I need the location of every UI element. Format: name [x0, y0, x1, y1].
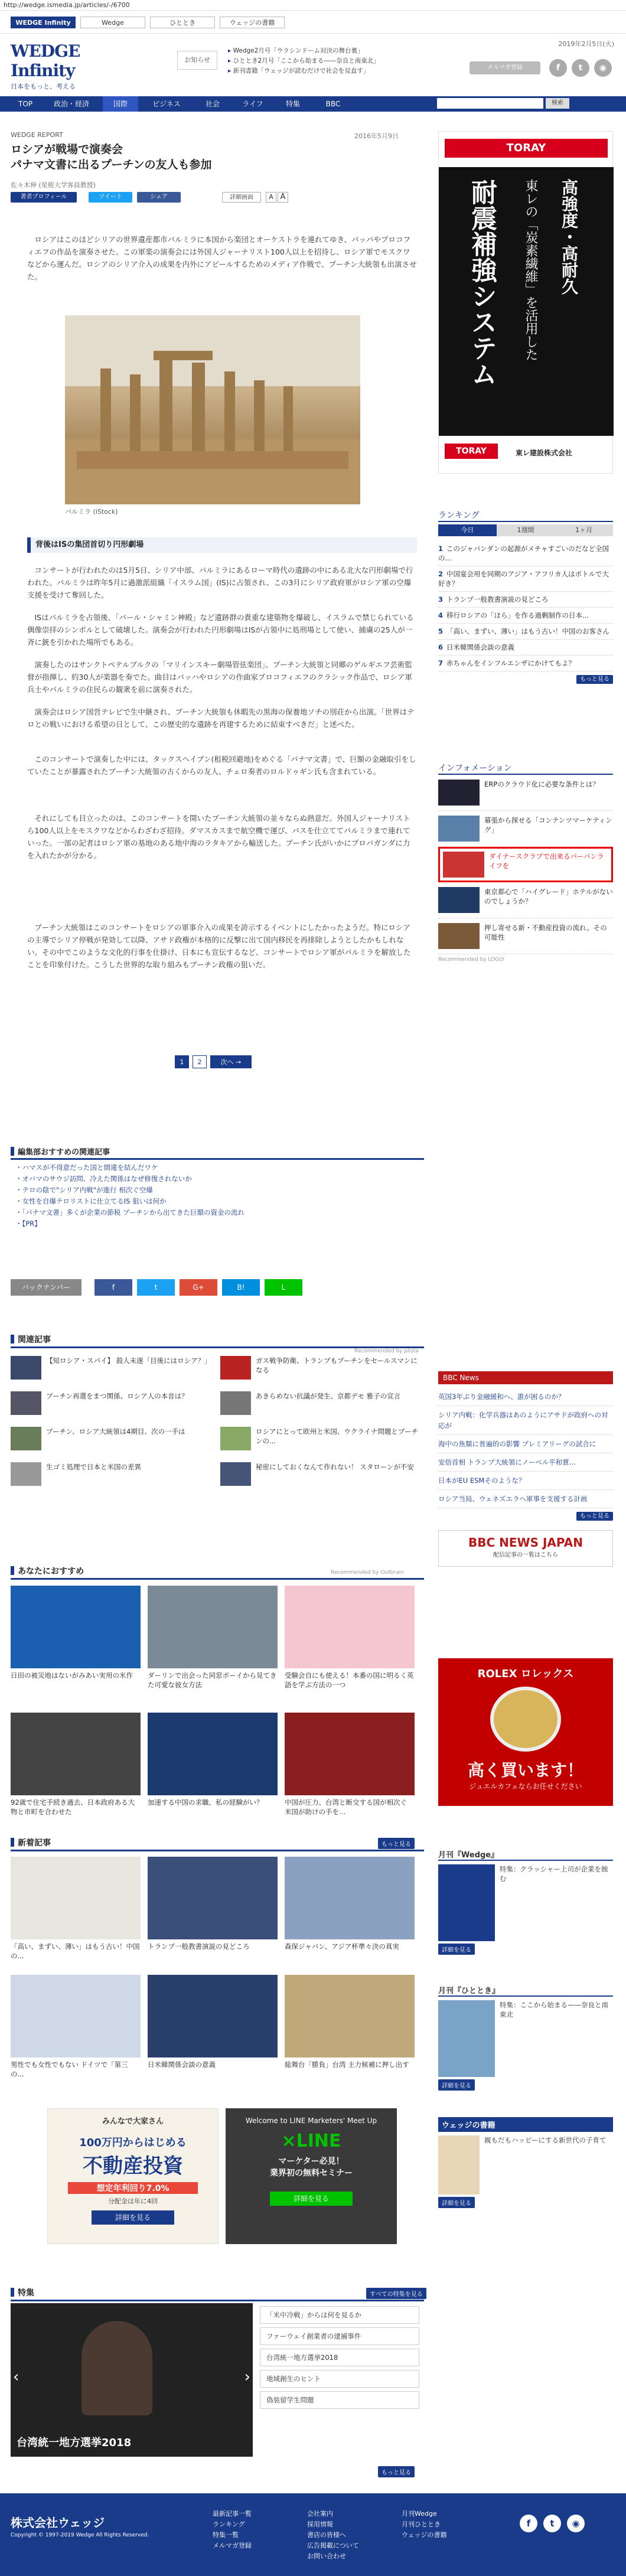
- ranking-item[interactable]: [438, 624, 613, 640]
- related-item[interactable]: [11, 1356, 211, 1380]
- nav-life[interactable]: ライフ: [242, 100, 263, 108]
- share-google-button[interactable]: G+: [180, 1279, 217, 1296]
- new-article-card[interactable]: [285, 1857, 415, 1951]
- ranking-title: ランキング: [438, 509, 613, 522]
- share-hatena-button[interactable]: B!: [222, 1279, 260, 1296]
- tweet-button[interactable]: ツイート: [89, 192, 132, 203]
- special-item[interactable]: 偽装留学生問題: [260, 2391, 419, 2409]
- nav-politics-economy[interactable]: 政治・経済: [53, 100, 89, 108]
- ad1-main: 100万円からはじめる: [79, 2137, 187, 2149]
- new-article-thumb: [11, 1975, 141, 2057]
- related-thumb: [220, 1356, 251, 1380]
- ad1-button[interactable]: 詳細を見る: [92, 2210, 174, 2225]
- ranking-number: 2: [438, 570, 444, 578]
- rolex-sub: ジュエルカフェならお任せください: [469, 1782, 582, 1791]
- ranking-number: 5: [438, 627, 444, 635]
- search-input[interactable]: [437, 98, 543, 109]
- article-title-line2: パナマ文書に出るプーチンの友人も参加: [11, 158, 212, 171]
- photo-caption: パルミラ (iStock): [65, 508, 118, 516]
- info-title-text: 押し寄せる新・不動産投資の流れ。その可能性: [484, 924, 607, 941]
- special-list: [260, 2306, 419, 2412]
- recommend-card[interactable]: [11, 1586, 141, 1680]
- related-title: 秘密にしておくなんて作れない！ スタローンが不安: [256, 1463, 414, 1471]
- info-item[interactable]: [438, 882, 613, 918]
- article-lead: ロシアはこのほどシリアの世界遺産都市パルミラに本国から楽団とオーケストラを連れてゆき、パッパやプロコフィエフの作品を演奏させた。この軍楽の演奏会には外国人ジャーナリスト100人以上を招待し、ロシア軍でモスクワなどから運んだ。ロシアのシリア介入の成果を内外にアピールするためのメディア作戦で、プーチン大統領も出演させた。: [27, 235, 417, 281]
- toray-headline: 高強度・高耐久: [559, 179, 579, 295]
- info-thumb: [443, 852, 484, 878]
- footer-col1: [213, 2509, 252, 2551]
- ad-real-estate[interactable]: [47, 2108, 219, 2244]
- special-item[interactable]: 「米中冷戦」からは何を見るか: [260, 2306, 419, 2324]
- recommend-card[interactable]: [285, 1713, 415, 1817]
- font-small-icon[interactable]: A: [266, 192, 276, 203]
- footer-twitter-icon[interactable]: t: [543, 2515, 561, 2532]
- nav-international[interactable]: 国際: [103, 96, 138, 112]
- nav-society[interactable]: 社会: [205, 100, 220, 108]
- wedge-cover-image[interactable]: [438, 1864, 495, 1941]
- newsletter-button[interactable]: メルマガ登録: [470, 61, 540, 74]
- toray-logo-small: TORAY: [445, 444, 498, 459]
- editor-pick-item[interactable]: ・ ハマスが不得意だった国と間違を結んだワケ: [15, 1162, 417, 1173]
- related-thumb: [11, 1356, 41, 1380]
- bbc-item[interactable]: 日本がEU ESMそのような？: [438, 1472, 613, 1490]
- info-thumb: [438, 887, 480, 913]
- related-item[interactable]: [220, 1391, 421, 1415]
- facebook-share-button[interactable]: シェア: [137, 192, 181, 203]
- footer-link[interactable]: メルマガ登録: [213, 2542, 252, 2549]
- bbc-item[interactable]: 英国3年ぶり金融緩和へ、誰が困るのか？: [438, 1388, 613, 1406]
- new-article-thumb: [11, 1857, 141, 1939]
- article-paragraph: プーチン大統領はこのコンサートをロシアの軍事介入の成果を誇示するイベントにしたかったようだ。特にロシアの主導でシリア停戦が発効して以降、アサド政権が本格的に反撃に出て国内移民を再排除しようとしたかもしれない。その中でこのような文化的行事を仕掛け、日本にも宣伝するなど、コンサートでロシア軍がパルミラを解放したことを印象付けた。こうした世界的な取り組みもプーチン政権の狙いだ。: [27, 923, 411, 969]
- editor-pick-item[interactable]: ・ オバマのサウジ訪問、冷えた関係はなぜ修復されないか: [15, 1173, 417, 1185]
- palmyra-ruins-image: [65, 315, 360, 504]
- related-thumb: [220, 1427, 251, 1450]
- bbc-item[interactable]: 安倍首相 トランプ大統領にノーベル平和賞...: [438, 1453, 613, 1472]
- author-profile-button[interactable]: 著者プロフィール: [11, 192, 77, 203]
- ranking-tab-month[interactable]: 1ヶ月: [555, 524, 613, 536]
- mag-wedge-detail-button[interactable]: 詳細を見る: [438, 1944, 475, 1955]
- ranking-tab-today[interactable]: 今日: [438, 524, 497, 536]
- share-facebook-button[interactable]: f: [94, 1279, 132, 1296]
- page-1-button[interactable]: 1: [175, 1055, 189, 1068]
- related-heading: 関連記事: [11, 1333, 424, 1348]
- new-article-title: 総舞台「勝負」台湾 主力候補に押し出す: [285, 2060, 409, 2069]
- logo-tagline: 日本をもっと、考える: [11, 83, 76, 90]
- hitotoki-cover-image[interactable]: [438, 2000, 495, 2077]
- footer-copyright: Copyright © 1997-2019 Wedge All Rights Reserved.: [11, 2532, 149, 2538]
- rss-icon[interactable]: ◉: [594, 59, 612, 77]
- info-thumb: [438, 923, 480, 949]
- ranking-number: 4: [438, 611, 444, 619]
- book-detail-button[interactable]: 詳細を見る: [438, 2197, 475, 2208]
- toray-sub: 東レの「炭素繊維」を活用した: [523, 179, 538, 361]
- outbrain-credit: Recommended by Outbrain: [331, 1570, 404, 1576]
- ad2-main: ×LINE: [281, 2131, 341, 2151]
- toray-ad[interactable]: [438, 131, 613, 474]
- page-2-button[interactable]: 2: [193, 1055, 207, 1068]
- footer-link[interactable]: ランキング: [213, 2520, 245, 2528]
- ranking-title-text: 赤ちゃんをインフルエンザにかけてもよ？: [446, 659, 576, 667]
- new-article-card[interactable]: [11, 1857, 141, 1961]
- recommend-title: 中国が圧力、台湾と断交する国が相次ぐ 米国が助けの手を…: [285, 1798, 407, 1816]
- nav-special[interactable]: 特集: [285, 100, 300, 108]
- special-item[interactable]: 台湾統一地方選挙2018: [260, 2349, 419, 2366]
- related-item[interactable]: [220, 1427, 421, 1450]
- bbc-brand-banner[interactable]: [438, 1530, 613, 1567]
- rolex-big: 高く買います！: [467, 1760, 583, 1780]
- rolex-ad[interactable]: [438, 1658, 613, 1806]
- recommend-title: 92歳で住宅手続き過去、日本政府ある大物と市町を合わせた: [11, 1798, 135, 1816]
- new-article-title: 「高い、まずい、薄い」はもう古い！中国の...: [11, 1942, 140, 1960]
- related-item[interactable]: [11, 1462, 211, 1486]
- related-thumb: [11, 1462, 41, 1486]
- ranking-item[interactable]: [438, 566, 613, 592]
- new-article-thumb: [148, 1975, 278, 2057]
- header-news: [228, 46, 399, 76]
- bbc-more-button[interactable]: もっと見る: [576, 1512, 613, 1521]
- network-books[interactable]: ウェッジの書籍: [220, 17, 285, 28]
- ad2-note: 業界初の無料セミナー: [270, 2169, 353, 2178]
- footer-company: 株式会社ウェッジ: [11, 2516, 105, 2530]
- ad1-top: みんなで大家さん: [102, 2117, 164, 2126]
- related-item[interactable]: [11, 1391, 211, 1415]
- new-article-title: トランプ一般教書演説の見どころ: [148, 1942, 250, 1951]
- twitter-icon[interactable]: t: [572, 59, 589, 77]
- new-article-thumb: [285, 1975, 415, 2057]
- books-panel: [438, 2117, 613, 2208]
- search-button[interactable]: 検索: [546, 98, 569, 109]
- mag-wedge-panel: [438, 1848, 613, 1955]
- ranking-panel: [438, 509, 613, 683]
- mag-hitotoki-title: 月刊『ひととき』: [438, 1984, 613, 1997]
- new-article-card[interactable]: [285, 1975, 415, 2069]
- new-articles-more-button[interactable]: もっと見る: [378, 1838, 415, 1849]
- footer-rss-icon[interactable]: ◉: [567, 2515, 585, 2532]
- related-title: 【知ロシア・スパイ】 殺人未遂「目後にはロシア？」: [46, 1357, 211, 1365]
- article-paragraph: それにしても目立ったのは、このコンサートを開いたプーチン大統領の並々ならぬ熱意だ。外国人ジャーナリストら100人以上をモスクワなどからわざわざ招待。ダマスカスまで航空機で運び、バスを仕立ててパルミラまで連れていった。一部の記者はロシア軍の基地のある地中海のラタキアから輸送した。プーチン氏がいかにプロパガンダに力を入れたかが分かる。: [27, 814, 410, 860]
- info-title: インフォメーション: [438, 762, 613, 775]
- share-twitter-button[interactable]: t: [137, 1279, 175, 1296]
- editor-pick-item[interactable]: ・ 女性を自爆テロリストに仕立てるIS 狙いは何か: [15, 1196, 417, 1207]
- info-title-text: 幕張から探せる「コンテンツマーケティング」: [484, 816, 612, 834]
- article-paragraph: 演奏会はロシア国営テレビで生中継され、プーチン大統領も休暇先の黒海の保養地ソチの別荘から出演。「世界はテロとの戦いにおける希望の日として、この歴史的な遺跡を再建するために結束すべきだ」と述べた。: [27, 707, 415, 729]
- ranking-tab-week[interactable]: 1週間: [497, 524, 555, 536]
- new-article-thumb: [285, 1857, 415, 1939]
- bbc-panel: [438, 1371, 613, 1567]
- slider-prev-icon[interactable]: ‹: [13, 2368, 19, 2386]
- recommend-title: 加速する中国の求職、私の経験がい？: [148, 1798, 263, 1807]
- footer-link[interactable]: 書店の皆様へ: [307, 2531, 346, 2539]
- info-item[interactable]: [438, 811, 613, 847]
- ad2-button[interactable]: 詳細を見る: [270, 2192, 353, 2206]
- nav-bbc[interactable]: BBC: [325, 100, 341, 108]
- special-photo-caption: 台湾統一地方選挙2018: [17, 2437, 132, 2449]
- editor-pick-item[interactable]: ・ テロの陰で"シリア内戦"が進行 相次ぐ空爆: [15, 1185, 417, 1196]
- ranking-title-text: トランプ一般教書演説の見どころ: [446, 595, 549, 604]
- article-paragraph: 演奏したのはサンクトペテルブルクの「マリインスキー劇場管弦楽団」。プーチン大統領と同郷のゲルギエフ芸術監督が指揮し、約30人が楽器を奏でた。曲目はバッハやロシアの作曲家プロコフィエフのクラシック作品で、ロシア軍兵士やパルミラの住民らの観衆を前に演奏された。: [27, 660, 413, 694]
- mag-hitotoki-detail-button[interactable]: 詳細を見る: [438, 2079, 475, 2091]
- recommend-heading: あなたにおすすめ: [11, 1565, 424, 1580]
- special-feature-image[interactable]: [11, 2303, 253, 2457]
- article-date: 2016年5月9日: [354, 132, 399, 140]
- bbc-item[interactable]: 海中の魚類に普遍的の影響 プレミアリーグの試合に: [438, 1435, 613, 1453]
- recommend-thumb: [148, 1586, 278, 1668]
- new-article-title: 日米韓関係会談の意義: [148, 2060, 216, 2069]
- share-line-button[interactable]: L: [265, 1279, 302, 1296]
- watch-image: [490, 1687, 561, 1752]
- ranking-list: [438, 541, 613, 671]
- info-title-text: ERPのクラウド化に必要な条件とは？: [484, 780, 599, 788]
- related-title: ロシアにとって欧州と米国、ウクライナ問題とプーチンの...: [256, 1427, 419, 1445]
- font-large-icon[interactable]: A: [278, 192, 288, 203]
- nav-top[interactable]: TOP: [18, 100, 32, 108]
- new-articles-heading: 新着記事: [11, 1837, 424, 1851]
- ranking-item[interactable]: [438, 541, 613, 566]
- ad1-sub: 想定年利回り7.0%: [68, 2182, 198, 2194]
- article-author[interactable]: 佐々木伸 (星槎大学客員教授): [11, 181, 96, 189]
- special-item[interactable]: 地域創生のヒント: [260, 2370, 419, 2388]
- recommend-card[interactable]: [11, 1713, 141, 1817]
- book-text: 親もだもハッピーにする新世代の子育て: [484, 2136, 607, 2144]
- footer-link[interactable]: 採用情報: [307, 2520, 333, 2528]
- bbc-item[interactable]: シリア内戦：化学兵器はあのようにアサドが政府への対応が: [438, 1406, 613, 1435]
- facebook-icon[interactable]: f: [549, 59, 567, 77]
- new-article-title: 森保ジャパン、アジア杯準々決の真実: [285, 1942, 399, 1951]
- toray-logo: TORAY: [445, 139, 608, 158]
- new-article-card[interactable]: [11, 1975, 141, 2079]
- info-panel: [438, 762, 613, 963]
- logo-title: WEDGE Infinity: [11, 41, 80, 80]
- recommend-title: ダーリンで出会った同窓ボーイから見てきた可愛な彼女方法: [148, 1671, 277, 1689]
- network-hitotoki[interactable]: ひととき: [150, 17, 215, 28]
- footer-link[interactable]: 特集一覧: [213, 2531, 239, 2539]
- article-paragraph: コンサートが行われたのは5月5日、シリア中部、パルミラにあるローマ時代の遺跡の中にある北大な円形劇場で行われた。パルミラは昨年5月に過激派組織「イスラム国」(IS)に占領され、この3月にシリア政府軍がロシア軍の空爆支援を受けて奪回した。: [27, 566, 413, 599]
- address-bar[interactable]: http://wedge.ismedia.jp/articles/-/6700: [0, 0, 626, 11]
- recommend-thumb: [11, 1586, 141, 1668]
- info-item[interactable]: [438, 918, 613, 954]
- bbc-list: [438, 1388, 613, 1508]
- section-heading: 背後はISの集団首切り円形劇場: [27, 537, 417, 553]
- recommend-thumb: [11, 1713, 141, 1795]
- bbc-brand: BBC NEWS JAPAN: [468, 1535, 583, 1550]
- mag-wedge-title: 月刊『Wedge』: [438, 1848, 613, 1861]
- special-more-button[interactable]: もっと見る: [378, 2466, 415, 2477]
- special-item[interactable]: ファーウェイ創業者の逮捕事件: [260, 2327, 419, 2345]
- article-paragraph: このコンサートで演奏した中には、タックスヘイブン(租税回避地)をめぐる「パナマ文書」で、巨額の金融取引をしていたことが暴露されたプーチン大統領の古くからの友人、チェロ奏者のロルドゥギン氏も含まれている。: [27, 755, 416, 776]
- ranking-number: 7: [438, 659, 444, 667]
- ad2-sub: マーケター必見！: [278, 2157, 344, 2166]
- ranking-item[interactable]: [438, 640, 613, 656]
- network-bar: [0, 13, 626, 34]
- bbc-brand-sub: 配信記事の一覧はこちら: [493, 1552, 558, 1558]
- bbc-title: BBC News: [438, 1371, 613, 1384]
- detail-view-button[interactable]: 詳細画面: [222, 192, 261, 203]
- ranking-title-text: 「高い、まずい、薄い」はもう古い！中国のお客さん: [446, 627, 609, 635]
- book-cover-image[interactable]: [438, 2135, 480, 2195]
- ranking-number: 6: [438, 643, 444, 651]
- special-heading: 特集: [11, 2287, 424, 2301]
- ranking-more-button[interactable]: もっと見る: [576, 675, 613, 684]
- header-news-item[interactable]: ▸ 新刊書籍「ウェッジが読むだけで社会を見直す」: [228, 66, 399, 76]
- new-article-title: 男性でも女性でもない ドイツで「第三の...: [11, 2060, 128, 2078]
- ranking-item[interactable]: [438, 608, 613, 624]
- editor-pick-item[interactable]: ・ 「パナマ文書」多くが企業の節税 プーチンから出てきた巨額の資金の流れ: [15, 1207, 417, 1218]
- rolex-top: ROLEX ロレックス: [477, 1668, 574, 1680]
- related-item[interactable]: [220, 1462, 421, 1486]
- ad2-top: Welcome to LINE Marketers' Meet Up: [245, 2117, 377, 2125]
- related-item[interactable]: [11, 1427, 211, 1450]
- bbc-item[interactable]: ロシア当局、ウェネズエラへ軍事を支援する計画: [438, 1490, 613, 1508]
- info-item[interactable]: [438, 847, 613, 882]
- footer-link[interactable]: 月刊Wedge: [402, 2510, 437, 2518]
- recommend-title: 日田の被災地はないがみあい実用の米作: [11, 1671, 133, 1680]
- related-thumb: [220, 1391, 251, 1415]
- info-item[interactable]: [438, 775, 613, 811]
- info-list: [438, 775, 613, 954]
- ad-line-seminar[interactable]: [226, 2108, 397, 2244]
- footer-link[interactable]: 会社案内: [307, 2510, 333, 2518]
- related-title: プーチン、ロシア大統領は4期目、次の一手は: [46, 1427, 185, 1436]
- related-thumb: [11, 1391, 41, 1415]
- ranking-item[interactable]: [438, 656, 613, 671]
- editor-picks-list: [15, 1162, 417, 1230]
- footer-link[interactable]: お問い合わせ: [307, 2552, 346, 2560]
- ranking-number: 3: [438, 595, 444, 604]
- new-article-card[interactable]: [148, 1975, 278, 2069]
- recommend-thumb: [285, 1586, 415, 1668]
- editor-pick-item[interactable]: ・ 【PR】: [15, 1218, 417, 1230]
- related-thumb: [11, 1427, 41, 1450]
- recommend-card[interactable]: [148, 1713, 278, 1807]
- footer-col2: [307, 2509, 359, 2562]
- info-thumb: [438, 780, 480, 806]
- new-article-thumb: [148, 1857, 278, 1939]
- recommend-card[interactable]: [148, 1586, 278, 1690]
- site-logo[interactable]: [11, 41, 146, 90]
- header-news-item[interactable]: ▸ Wedge2月号「ウラシンドーム対決の舞台裏」: [228, 46, 399, 56]
- next-page-button[interactable]: 次へ →: [210, 1055, 252, 1068]
- info-title-text: ダイナースクラブで出来るパーパンライフを: [489, 852, 604, 870]
- article-category[interactable]: WEDGE REPORT: [11, 131, 63, 139]
- slider-next-icon[interactable]: ›: [244, 2368, 250, 2386]
- person-photo: [81, 2321, 152, 2415]
- nav-business[interactable]: ビジネス: [152, 100, 181, 108]
- footer-col3: [402, 2509, 447, 2541]
- recommend-card[interactable]: [285, 1586, 415, 1690]
- ranking-title-text: 移行ロシアの「ほら」を作る過剰制作の日本...: [446, 611, 589, 619]
- mag-wedge-text: 特集：クラッシャー上司が企業を蝕む: [500, 1865, 608, 1883]
- current-date: 2019年2月5日(火): [558, 40, 614, 48]
- header-news-item[interactable]: ▸ ひととき2月号「ここから始まる——奈良と南東北」: [228, 56, 399, 66]
- recommend-thumb: [148, 1713, 278, 1795]
- recommend-thumb: [285, 1713, 415, 1795]
- info-title-text: 東京都心で「ハイグレード」ホテルがないのでしょうか？: [484, 888, 613, 905]
- recommend-title: 受験会自にも使える！本番の国に明るく英語を学ぶ方法の一つ: [285, 1671, 414, 1689]
- toray-company: 東レ建設株式会社: [516, 449, 573, 457]
- back-number-button[interactable]: バックナンバー: [11, 1279, 81, 1296]
- logly-credit: Recommended by LOGLY: [438, 957, 505, 963]
- editor-picks-heading: 編集部おすすめの関連記事: [11, 1146, 424, 1160]
- ranking-number: 1: [438, 544, 444, 553]
- ranking-title-text: このジャパンダンの起源がメチャすごいのだなど全国の...: [438, 544, 609, 562]
- new-article-card[interactable]: [148, 1857, 278, 1951]
- ad1-note: 分配金は年に4回: [108, 2197, 158, 2205]
- network-wedge-infinity[interactable]: WEDGE Infinity: [11, 17, 76, 28]
- toray-big: 耐震補強システム: [467, 179, 497, 387]
- related-title: プーチン再選をまつ関係、ロシア人の本音は？: [46, 1392, 188, 1400]
- network-wedge[interactable]: Wedge: [80, 17, 145, 28]
- article-title-line1: ロシアが戦場で演奏会: [11, 143, 123, 156]
- related-title: ガス戦争防衛、トランプもプーチンをセールスマンになる: [256, 1357, 418, 1374]
- related-title: あきらめない抗議が発生、京都デモ 雅子の宣言: [256, 1392, 401, 1400]
- footer-facebook-icon[interactable]: f: [520, 2515, 537, 2532]
- article-paragraph: ISはパルミラを占領後、「パール・シャミン神殿」など遺跡群の貴重な建築物を爆破し、イスラムで禁じられている偶像崇拝のシンボルとして破壊した。演奏会が行われた円形劇場はISが占領中に処刑場として使い、捕虜の25人が一斉に銃を引かれた場所でもある。: [27, 613, 414, 647]
- footer-link[interactable]: 最新記事一覧: [213, 2510, 252, 2518]
- info-thumb: [438, 816, 480, 842]
- footer-link[interactable]: 広告掲載について: [307, 2542, 359, 2549]
- books-title: ウェッジの書籍: [438, 2117, 613, 2132]
- notice-label: お知らせ: [177, 51, 217, 70]
- ranking-item[interactable]: [438, 592, 613, 608]
- mag-hitotoki-panel: [438, 1984, 613, 2091]
- ranking-title-text: 中国宴会用を同期のアジア・アフリカ人はボトルで大好き？: [438, 570, 609, 588]
- related-item[interactable]: [220, 1356, 421, 1380]
- related-title: 生ゴミ処理で日本と米国の差異: [46, 1463, 141, 1471]
- related-thumb: [220, 1462, 251, 1486]
- ranking-title-text: 日米韓関係会談の意義: [446, 643, 514, 651]
- article-title: [11, 142, 424, 172]
- footer-link[interactable]: 月刊ひととき: [402, 2520, 441, 2528]
- footer-link[interactable]: ウェッジの書籍: [402, 2531, 447, 2539]
- special-all-button[interactable]: すべての特集を見る: [366, 2288, 426, 2299]
- article-photo: [65, 315, 360, 504]
- ad1-big: 不動産投資: [83, 2154, 183, 2178]
- mag-hitotoki-text: 特集：ここから始まる——奈良と南東北: [500, 2001, 608, 2019]
- site-footer: [0, 2493, 626, 2576]
- plista-credit: Recommended by plista: [354, 1348, 419, 1354]
